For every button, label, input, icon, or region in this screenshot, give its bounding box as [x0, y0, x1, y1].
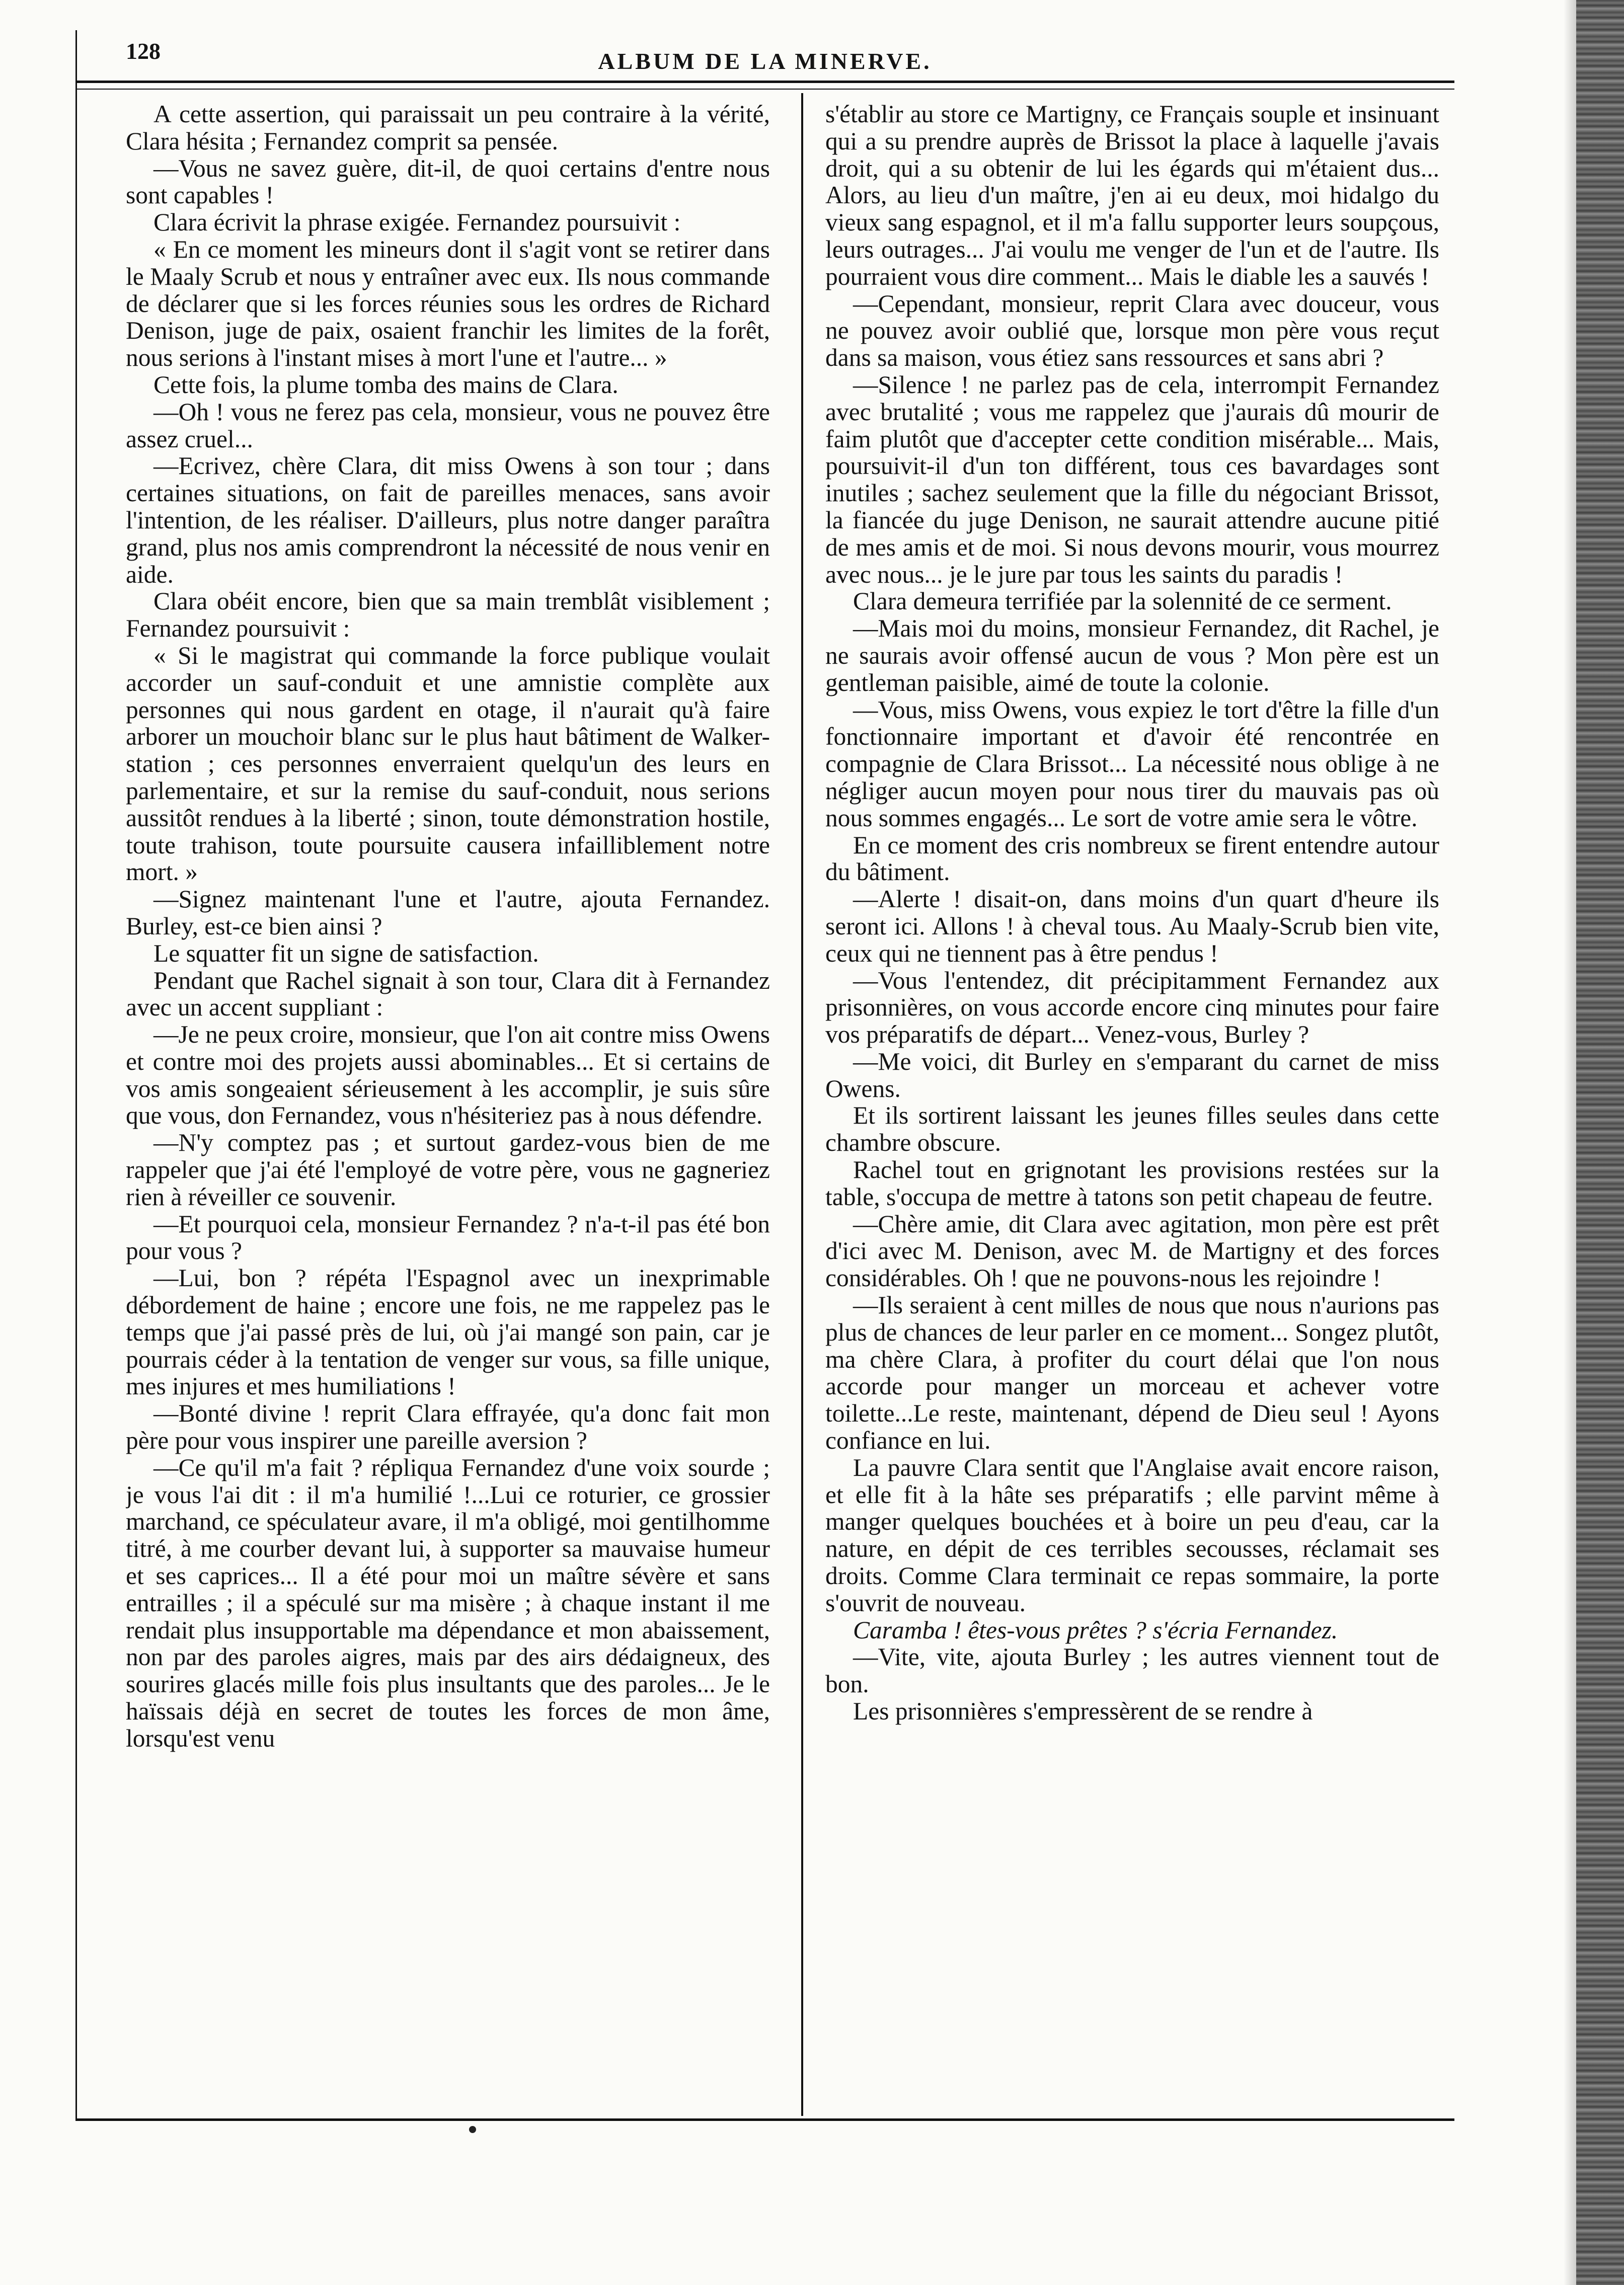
paragraph: —Ils seraient à cent milles de nous que nous n'aurions pas plus de chances de leur parler en ce moment... Songez plutôt, ma chère Clara, à profiter du court délai que l'on nous accorde pour manger un morceau et achever votre toilette...Le reste, maintenant, dépend de Dieu seul ! Ayons confiance en lui.: [825, 1291, 1439, 1455]
paragraph: A cette assertion, qui paraissait un peu contraire à la vérité, Clara hésita ; Fernandez comprit sa pensée.: [126, 101, 770, 155]
paragraph: Clara obéit encore, bien que sa main tremblât visiblement ; Fernandez poursuivit :: [126, 587, 770, 643]
paragraph: Caramba ! êtes-vous prêtes ? s'écria Fernandez.: [853, 1616, 1338, 1644]
scan-edge: [1576, 0, 1624, 2285]
paragraph: —Silence ! ne parlez pas de cela, interrompit Fernandez avec brutalité ; vous me rappelez que j'aurais dû mourir de faim plutôt que d'accepter cette condition misérable... Mais, poursuivit-il d'un ton différent, tous ces bavardages sont inutiles ; sachez seulement que la fille du négociant Brissot, la fiancée du juge Denison, ne saurait attendre aucune pitié de mes amis et de moi. Si nous devons mourir, vous mourrez avec nous... je le jure par tous les saints du paradis !: [825, 370, 1439, 588]
paragraph: « Si le magistrat qui commande la force publique voulait accorder un sauf-conduit et une amnistie complète aux personnes qui nous gardent en otage, il n'aurait qu'à faire arborer un mouchoir blanc sur le plus haut bâtiment de Walker-station ; ces personnes enverraient quelqu'un des leurs en parlementaire, et sur la remise du sauf-conduit, nous serions aussitôt rendues à la liberté ; sinon, toute démonstration hostile, toute trahison, toute poursuite causera infailliblement notre mort. »: [126, 641, 770, 886]
paragraph: Les prisonnières s'empressèrent de se rendre à: [853, 1697, 1313, 1725]
paragraph: —Vous ne savez guère, dit-il, de quoi certains d'entre nous sont capables !: [126, 154, 770, 209]
paragraph: Et ils sortirent laissant les jeunes filles seules dans cette chambre obscure.: [825, 1101, 1439, 1157]
page-number: 128: [126, 38, 161, 64]
paragraph: —Vous l'entendez, dit précipitamment Fernandez aux prisonnières, on vous accorde encore cinq minutes pour faire vos préparatifs de départ... Venez-vous, Burley ?: [825, 966, 1439, 1049]
paragraph: —N'y comptez pas ; et surtout gardez-vous bien de me rappeler que j'ai été l'employé de votre père, vous ne gagneriez rien à réveiller ce souvenir.: [126, 1129, 770, 1211]
scan-edge-shadow: [1564, 0, 1576, 2285]
paragraph: —Oh ! vous ne ferez pas cela, monsieur, vous ne pouvez être assez cruel...: [126, 398, 770, 453]
paragraph-continued: s'établir au store ce Martigny, ce Français souple et insinuant qui a su prendre auprès de Brissot la place à laquelle j'avais droit, qui a su obtenir de lui les égards qui m'étaient dus... Alors, au lieu d'un maître, j'en ai eu deux, moi hidalgo du vieux sang espagnol, et il m'a fallu supporter leurs soupçous, leurs outrages... J'ai voulu me venger de l'un et de l'autre. Ils pourraient vous dire comment... Mais le diable les a sauvés !: [825, 101, 1439, 290]
paragraph: —Lui, bon ? répéta l'Espagnol avec un inexprimable débordement de haine ; encore une fois, ne me rappelez pas le temps que j'ai passé près de lui, où j'ai mangé son pain, car je pourrais céder à la tentation de venger sur vous, sa fille unique, mes injures et mes humiliations !: [126, 1264, 770, 1400]
paragraph: —Vite, vite, ajouta Burley ; les autres viennent tout de bon.: [825, 1643, 1439, 1698]
paragraph: —Chère amie, dit Clara avec agitation, mon père est prêt d'ici avec M. Denison, avec M. de Martigny et des forces considérables. Oh ! que ne pouvons-nous les rejoindre !: [825, 1210, 1439, 1292]
paragraph: Cette fois, la plume tomba des mains de Clara.: [153, 370, 618, 399]
paragraph: —Vous, miss Owens, vous expiez le tort d'être la fille d'un fonctionnaire important et d'avoir été rencontrée en compagnie de Clara Brissot... La nécessité nous oblige à ne négliger aucun moyen pour nous tirer du mauvais pas où nous sommes engagés... Le sort de votre amie sera le vôtre.: [825, 695, 1439, 832]
paragraph: —Cependant, monsieur, reprit Clara avec douceur, vous ne pouvez avoir oublié que, lorsque mon père vous reçut dans sa maison, vous étiez sans ressources et sans abri ?: [825, 289, 1439, 372]
header-rule-thin: [75, 89, 1454, 90]
paragraph: « En ce moment les mineurs dont il s'agit vont se retirer dans le Maaly Scrub et nous y entraîner avec eux. Ils nous commande de déclarer que si les forces réunies sous les ordres de Richard Denison, juge de paix, osaient franchir les limites de la forêt, nous serions à l'instant mises à mort l'une et l'autre... »: [126, 235, 770, 372]
paragraph: Clara demeura terrifiée par la solennité de ce serment.: [853, 587, 1392, 615]
paragraph: —Ecrivez, chère Clara, dit miss Owens à son tour ; dans certaines situations, on fait de pareilles menaces, sans avoir l'intention, de les réaliser. D'ailleurs, plus notre danger paraîtra grand, plus nos amis comprendront la nécessité de nous venir en aide.: [126, 452, 770, 588]
paragraph: Clara écrivit la phrase exigée. Fernandez poursuivit :: [153, 208, 681, 237]
paragraph: La pauvre Clara sentit que l'Anglaise avait encore raison, et elle fit à la hâte ses préparatifs ; elle parvint même à manger quelques bouchées et à boire un peu d'eau, car la nature, en dépit de ces terribles secousses, réclamait ses droits. Comme Clara terminait ce repas sommaire, la porte s'ouvrit de nouveau.: [825, 1453, 1439, 1617]
paragraph: Le squatter fit un signe de satisfaction.: [153, 939, 539, 967]
footer-rule: [75, 2118, 1454, 2121]
printer-mark: [469, 2126, 476, 2133]
paragraph: En ce moment des cris nombreux se firent entendre autour du bâtiment.: [825, 831, 1439, 886]
right-column: [825, 101, 1439, 2113]
paragraph: —Bonté divine ! reprit Clara effrayée, qu'a donc fait mon père pour vous inspirer une pareille aversion ?: [126, 1399, 770, 1455]
paragraph: —Je ne peux croire, monsieur, que l'on ait contre miss Owens et contre moi des projets aussi abominables... Et si certains de vos amis songeaient sérieusement à les accomplir, je suis sûre que vous, don Fernandez, vous n'hésiteriez pas à nous défendre.: [126, 1020, 770, 1130]
paragraph: —Ce qu'il m'a fait ? répliqua Fernandez d'une voix sourde ; je vous l'ai dit : il m'a humilié !...Lui ce roturier, ce grossier marchand, ce spéculateur avare, il m'a obligé, moi gentilhomme titré, à me courber devant lui, à supporter sa mauvaise humeur et ses caprices... Il a été pour moi un maître sévère et sans entrailles ; il a spéculé sur ma misère ; à chaque instant il me rendait plus insupportable ma dépendance et mon abaissement, non par des paroles aigres, mais par des airs dédaigneux, des sourires glacés mille fois plus insultants que des paroles... Je le haïssais déjà en secret de toutes les forces de mon âme, lorsqu'est venu: [126, 1453, 770, 1752]
paragraph: —Et pourquoi cela, monsieur Fernandez ? n'a-t-il pas été bon pour vous ?: [126, 1210, 770, 1265]
header-rule: [75, 81, 1454, 83]
paragraph: Pendant que Rachel signait à son tour, Clara dit à Fernandez avec un accent suppliant :: [126, 966, 770, 1021]
paragraph: —Mais moi du moins, monsieur Fernandez, dit Rachel, je ne saurais avoir offensé aucun de vous ? Mon père est un gentleman paisible, aimé de toute la colonie.: [825, 614, 1439, 696]
page-header: [75, 38, 1454, 78]
paragraph: —Me voici, dit Burley en s'emparant du carnet de miss Owens.: [825, 1047, 1439, 1102]
paragraph: Rachel tout en grignotant les provisions restées sur la table, s'occupa de mettre à tatons son petit chapeau de feutre.: [825, 1156, 1439, 1211]
running-title: ALBUM DE LA MINERVE.: [598, 48, 932, 74]
paragraph: —Signez maintenant l'une et l'autre, ajouta Fernandez. Burley, est-ce bien ainsi ?: [126, 885, 770, 940]
column-divider: [801, 93, 803, 2116]
left-column: [126, 101, 770, 2113]
paragraph: —Alerte ! disait-on, dans moins d'un quart d'heure ils seront ici. Allons ! à cheval tous. Au Maaly-Scrub bien vite, ceux qui ne tiennent pas à être pendus !: [825, 885, 1439, 967]
left-border-rule: [75, 30, 77, 2121]
